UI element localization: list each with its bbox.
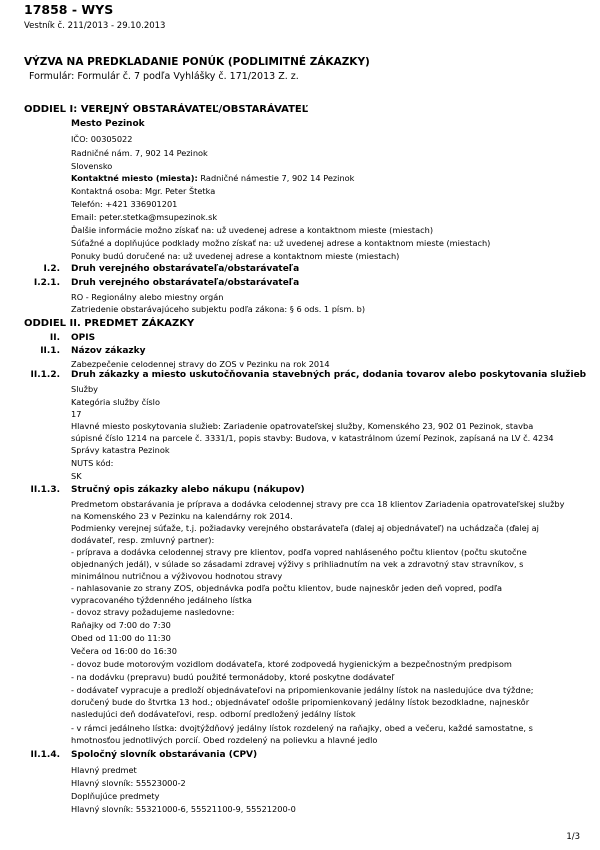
text-line: SK: [71, 471, 82, 481]
text-line: Podmienky verejnej súťaže, t.j. požiadavky verejného obstarávateľa (ďalej aj objednávateľ) na uchádzača (ďalej aj: [71, 523, 539, 533]
page-number: 1/3: [566, 832, 580, 842]
contract-title: Zabezpečenie celodennej stravy do ZOS v Pezinku na rok 2014: [71, 359, 330, 369]
subsection-title: Názov zákazky: [71, 346, 146, 356]
text-line: Kategória služby číslo: [71, 397, 160, 407]
text-line: - na dodávku (prepravu) budú použité termonádoby, ktoré poskytne dodávateľ: [71, 672, 395, 682]
text-line: Doplňujúce predmety: [71, 791, 160, 801]
section-number: II.1.2.: [30, 370, 60, 380]
text-line: nasledujúci deň dodávateľovi, resp. odborní predložený jedálny lístok: [71, 709, 356, 719]
section-number: II.1.3.: [30, 485, 60, 495]
text-line: vypracovaného týždenného jedálneho lístka: [71, 595, 252, 605]
text-line: Večera od 16:00 do 16:30: [71, 646, 177, 656]
subsection-title: OPIS: [71, 333, 96, 343]
text-line: - dodávateľ vypracuje a predloží objednávateľovi na pripomienkovanie jedálny lístok na nasledujúce dva týždne;: [71, 685, 534, 695]
authority-type: RO - Regionálny alebo miestny orgán: [71, 292, 224, 302]
text-line: - nahlasovanie zo strany ZOS, objednávka podľa počtu klientov, bude najneskôr jeden deň vopred, podľa: [71, 583, 503, 593]
section-number: II.1.4.: [30, 750, 60, 760]
section-number: II.: [49, 333, 60, 343]
text-line: - dovoz stravy požadujeme nasledovne:: [71, 607, 235, 617]
text-line: Hlavný slovník: 55321000-6, 55521100-9, 55521200-0: [71, 804, 296, 814]
text-line: doručený bude do štvrtka 13 hod.; objednávateľ odošle pripomienkovaný jedálny lístok bezodkladne, najneskôr: [71, 697, 530, 707]
text-line: hmotnosťou jednotlivých porcií. Obed rozdelený na polievku a hlavné jedlo: [71, 735, 378, 745]
form-reference: Formulár: Formulár č. 7 podľa Vyhlášky č. 171/2013 Z. z.: [29, 71, 299, 82]
text-line: - v rámci jedálneho lístka: dvojtýždňový jedálny lístok rozdelený na raňajky, obed a večeru, každé samostatne, s: [71, 723, 533, 733]
text-line: Hlavný predmet: [71, 765, 137, 775]
contact-point-value: Radničné námestie 7, 902 14 Pezinok: [197, 173, 355, 183]
text-line: 17: [71, 409, 82, 419]
contact-person: Kontaktná osoba: Mgr. Peter Štetka: [71, 186, 216, 196]
text-line: Hlavné miesto poskytovania služieb: Zariadenie opatrovateľskej služby, Komenského 23, 902 01 Pezinok, stavba: [71, 421, 534, 431]
text-line: NUTS kód:: [71, 458, 114, 468]
section-1-heading: ODDIEL I: VEREJNÝ OBSTARÁVATEĽ/OBSTARÁVATEĽ: [24, 104, 309, 115]
subsection-title: Druh verejného obstarávateľa/obstarávateľa: [71, 264, 300, 274]
text-line: Správy katastra Pezinok: [71, 445, 170, 455]
offers-delivery: Ponuky budú doručené na: už uvedenej adrese a kontaktnom mieste (miestach): [71, 251, 400, 261]
text-line: Služby: [71, 384, 99, 394]
text-line: objednaných jedál), v súlade so zásadami zdravej výživy s prihliadnutím na vek a zdravotný stav stravníkov, s: [71, 559, 524, 569]
subsection-title: Druh zákazky a miesto uskutočňovania stavebných prác, dodania tovarov alebo poskytovania služieb: [71, 370, 587, 380]
org-ico: IČO: 00305022: [71, 134, 133, 144]
text-line: Obed od 11:00 do 11:30: [71, 633, 171, 643]
text-line: dodávateľ, resp. zmluvný partner):: [71, 535, 215, 545]
authority-classification: Zatriedenie obstarávajúceho subjektu podľa zákona: § 6 ods. 1 písm. b): [71, 304, 366, 314]
text-line: - príprava a dodávka celodennej stravy pre klientov, podľa vopred nahláseného počtu klientov (počtu skutočne: [71, 547, 527, 557]
contact-email: Email: peter.stetka@msupezinok.sk: [71, 212, 218, 222]
subsection-title: Druh verejného obstarávateľa/obstarávateľa: [71, 278, 300, 288]
text-line: súpisné číslo 1214 na parcele č. 3331/1, popis stavby: Budova, v katastrálnom území Pezinok, zapísaná na LV č. 4234: [71, 433, 554, 443]
subsection-title: Spoločný slovník obstarávania (CPV): [71, 750, 258, 760]
org-name: Mesto Pezinok: [71, 119, 145, 129]
text-line: - dovoz bude motorovým vozidlom dodávateľa, ktoré zodpovedá hygienickým a bezpečnostným predpisom: [71, 659, 512, 669]
contact-point-label: Kontaktné miesto (miesta):: [71, 173, 198, 183]
notice-number: 17858 - WYS: [24, 2, 114, 17]
contact-point: [71, 172, 354, 184]
org-country: Slovensko: [71, 161, 113, 171]
text-line: na Komenského 23 v Pezinku na kalendárny rok 2014.: [71, 511, 293, 521]
org-address: Radničné nám. 7, 902 14 Pezinok: [71, 148, 208, 158]
text-line: Raňajky od 7:00 do 7:30: [71, 620, 171, 630]
section-number: I.2.: [43, 264, 60, 274]
text-line: Predmetom obstarávania je príprava a dodávka celodennej stravy pre cca 18 klientov Zariadenia opatrovateľskej služby: [71, 499, 565, 509]
more-info: Ďalšie informácie možno získať na: už uvedenej adrese a kontaktnom mieste (miestach): [71, 225, 434, 235]
text-line: Hlavný slovník: 55523000-2: [71, 778, 186, 788]
subsection-title: Stručný opis zákazky alebo nákupu (nákupov): [71, 485, 305, 495]
bulletin-issue: Vestník č. 211/2013 - 29.10.2013: [24, 21, 166, 31]
section-number: I.2.1.: [33, 278, 60, 288]
document-title: VÝZVA NA PREDKLADANIE PONÚK (PODLIMITNÉ ZÁKAZKY): [24, 56, 370, 68]
text-line: minimálnou nutričnou a výživovou hodnotou stravy: [71, 571, 283, 581]
section-number: II.1.: [40, 346, 60, 356]
tender-documents: Súťažné a doplňujúce podklady možno získať na: už uvedenej adrese a kontaktnom mieste (miestach): [71, 238, 491, 248]
contact-phone: Telefón: +421 336901201: [71, 199, 178, 209]
section-2-heading: ODDIEL II. PREDMET ZÁKAZKY: [24, 318, 195, 329]
